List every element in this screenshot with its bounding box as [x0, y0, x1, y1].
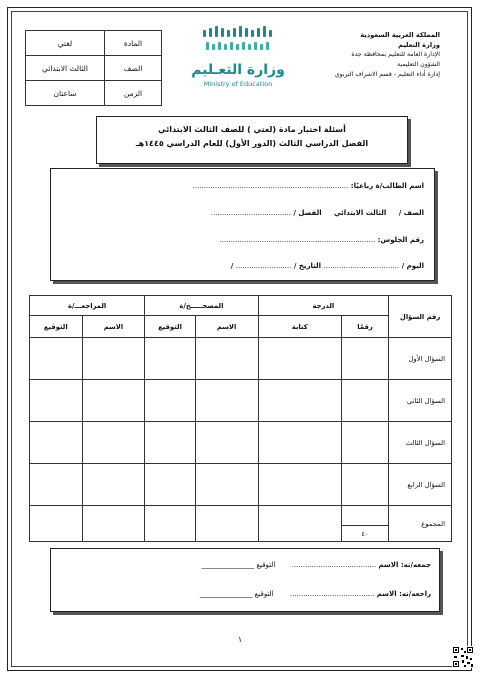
page-number: ١ [237, 635, 243, 644]
question-label: السؤال الرابع [389, 464, 452, 506]
seat-number-label: رقم الجلوس: [377, 236, 424, 244]
grade-cell[interactable] [82, 422, 145, 464]
info-row-time [26, 81, 162, 106]
header-kingdom: المملكة العربية السعودية [360, 31, 440, 39]
info-value: لغتي [26, 31, 105, 56]
collector-name-field[interactable]: ...................................... [291, 561, 377, 569]
student-name-label: اسم الطالب/ة رباعيًا: [350, 182, 424, 190]
grade-cell[interactable] [258, 338, 341, 380]
day-field[interactable]: .................................. [323, 262, 400, 270]
grade-numeric-header: رقمًا [341, 316, 388, 338]
signatures-box [50, 548, 440, 612]
total-corrector-signature[interactable] [145, 506, 195, 542]
total-reviewer-name[interactable] [82, 506, 145, 542]
date-suffix: / [230, 262, 234, 270]
date-field[interactable]: ......................... [235, 262, 292, 270]
header-directorate: الإدارة العامة للتعليم بمحافظة جدة [351, 51, 440, 58]
table-row [30, 338, 452, 380]
collector-label: جمعه/ته: الاسم [378, 561, 431, 569]
total-label: المجموع [389, 506, 452, 542]
info-value: ساعتان [26, 81, 105, 106]
seat-number-row [54, 236, 424, 244]
total-max-score: ٤٠ [341, 526, 388, 542]
grade-cell[interactable] [82, 464, 145, 506]
student-info-box [50, 168, 435, 281]
grade-cell[interactable] [30, 380, 83, 422]
question-number-header: رقم السؤال [389, 296, 452, 338]
grade-cell[interactable] [341, 380, 388, 422]
class-value: الثالث الابتدائي [334, 209, 387, 217]
qr-code-icon [452, 646, 474, 668]
reviewer-signature-header: التوقيع [30, 316, 83, 338]
reviewer-name-field[interactable]: ...................................... [289, 590, 375, 598]
grade-cell[interactable] [258, 422, 341, 464]
total-corrector-name[interactable] [195, 506, 258, 542]
grade-cell[interactable] [195, 422, 258, 464]
grades-table [29, 295, 452, 542]
total-score-cell[interactable] [341, 506, 388, 526]
logo-arabic-text: وزارة التعـليم [191, 62, 285, 78]
grade-cell[interactable] [82, 380, 145, 422]
info-label: الزمن [105, 81, 162, 106]
grade-cell[interactable] [341, 422, 388, 464]
collector-row [56, 561, 431, 569]
student-class-row [54, 209, 424, 217]
corrector-signature-header: التوقيع [145, 316, 195, 338]
question-label: السؤال الثالث [389, 422, 452, 464]
grade-cell[interactable] [145, 464, 195, 506]
total-row-top [30, 506, 452, 526]
class-label: الصف / [398, 209, 424, 217]
grade-cell[interactable] [145, 380, 195, 422]
exam-title-line2: الفصل الدراسي الثالث (الدور الأول) للعام الدراسي ١٤٤٥هـ [135, 139, 369, 148]
grades-subheader-row [30, 316, 452, 338]
header-affairs: الشؤون التعليمية [397, 61, 440, 68]
corrector-header: المصحـــــح/ة [145, 296, 258, 316]
header-ministry: وزارة التعليم [398, 41, 440, 49]
day-date-row [54, 262, 424, 270]
logo-emblem-icon [183, 24, 293, 60]
grade-cell[interactable] [145, 422, 195, 464]
header-block [300, 30, 440, 80]
reviewer-label: راجعه/ته: الاسم [376, 590, 431, 598]
grade-cell[interactable] [341, 464, 388, 506]
collector-signature-field[interactable]: _______________ [201, 561, 255, 569]
day-label: اليوم / [401, 262, 424, 270]
grade-cell[interactable] [258, 464, 341, 506]
table-row [30, 380, 452, 422]
grade-cell[interactable] [341, 338, 388, 380]
corrector-name-header: الاسم [195, 316, 258, 338]
table-row [30, 422, 452, 464]
question-label: السؤال الثاني [389, 380, 452, 422]
info-row-grade [26, 56, 162, 81]
ministry-logo [183, 24, 293, 92]
exam-title-line1: أسئلة اختبار مادة (لغتي ) للصف الثالث الابتدائي [158, 125, 346, 134]
grade-cell[interactable] [30, 338, 83, 380]
info-value: الثالث الابتدائي [26, 56, 105, 81]
reviewer-header: المراجعـــ/ة [30, 296, 145, 316]
reviewer-row [56, 590, 431, 598]
date-label: التاريخ / [293, 262, 322, 270]
question-label: السؤال الأول [389, 338, 452, 380]
grade-header: الدرجة [258, 296, 389, 316]
grade-cell[interactable] [30, 464, 83, 506]
grade-cell[interactable] [195, 338, 258, 380]
collector-signature-label: التوقيع [256, 561, 276, 569]
exam-title-box [96, 116, 408, 164]
student-name-field[interactable]: ...................................................................... [192, 182, 349, 190]
section-label: الفصل / [293, 209, 322, 217]
info-row-subject [26, 31, 162, 56]
grade-cell[interactable] [145, 338, 195, 380]
grade-cell[interactable] [258, 380, 341, 422]
grade-written-header: كتابة [258, 316, 341, 338]
section-field[interactable]: .................................... [210, 209, 291, 217]
grades-header-row [30, 296, 452, 316]
info-label: الصف [105, 56, 162, 81]
header-department: إدارة أداء التعليم - قسم الاشراف التربوي [334, 71, 440, 78]
grade-cell[interactable] [30, 422, 83, 464]
grade-cell[interactable] [82, 338, 145, 380]
seat-number-field[interactable]: ...................................................................... [219, 236, 376, 244]
reviewer-name-header: الاسم [82, 316, 145, 338]
grade-cell[interactable] [195, 380, 258, 422]
info-label: المادة [105, 31, 162, 56]
logo-english-text: Ministry of Education [203, 80, 273, 88]
grade-cell[interactable] [195, 464, 258, 506]
reviewer-signature-field[interactable]: _______________ [199, 590, 253, 598]
total-written-cell[interactable] [258, 506, 341, 542]
student-name-row [54, 182, 424, 190]
reviewer-signature-label: التوقيع [254, 590, 274, 598]
total-reviewer-signature[interactable] [30, 506, 83, 542]
table-row [30, 464, 452, 506]
subject-info-table [25, 30, 162, 106]
